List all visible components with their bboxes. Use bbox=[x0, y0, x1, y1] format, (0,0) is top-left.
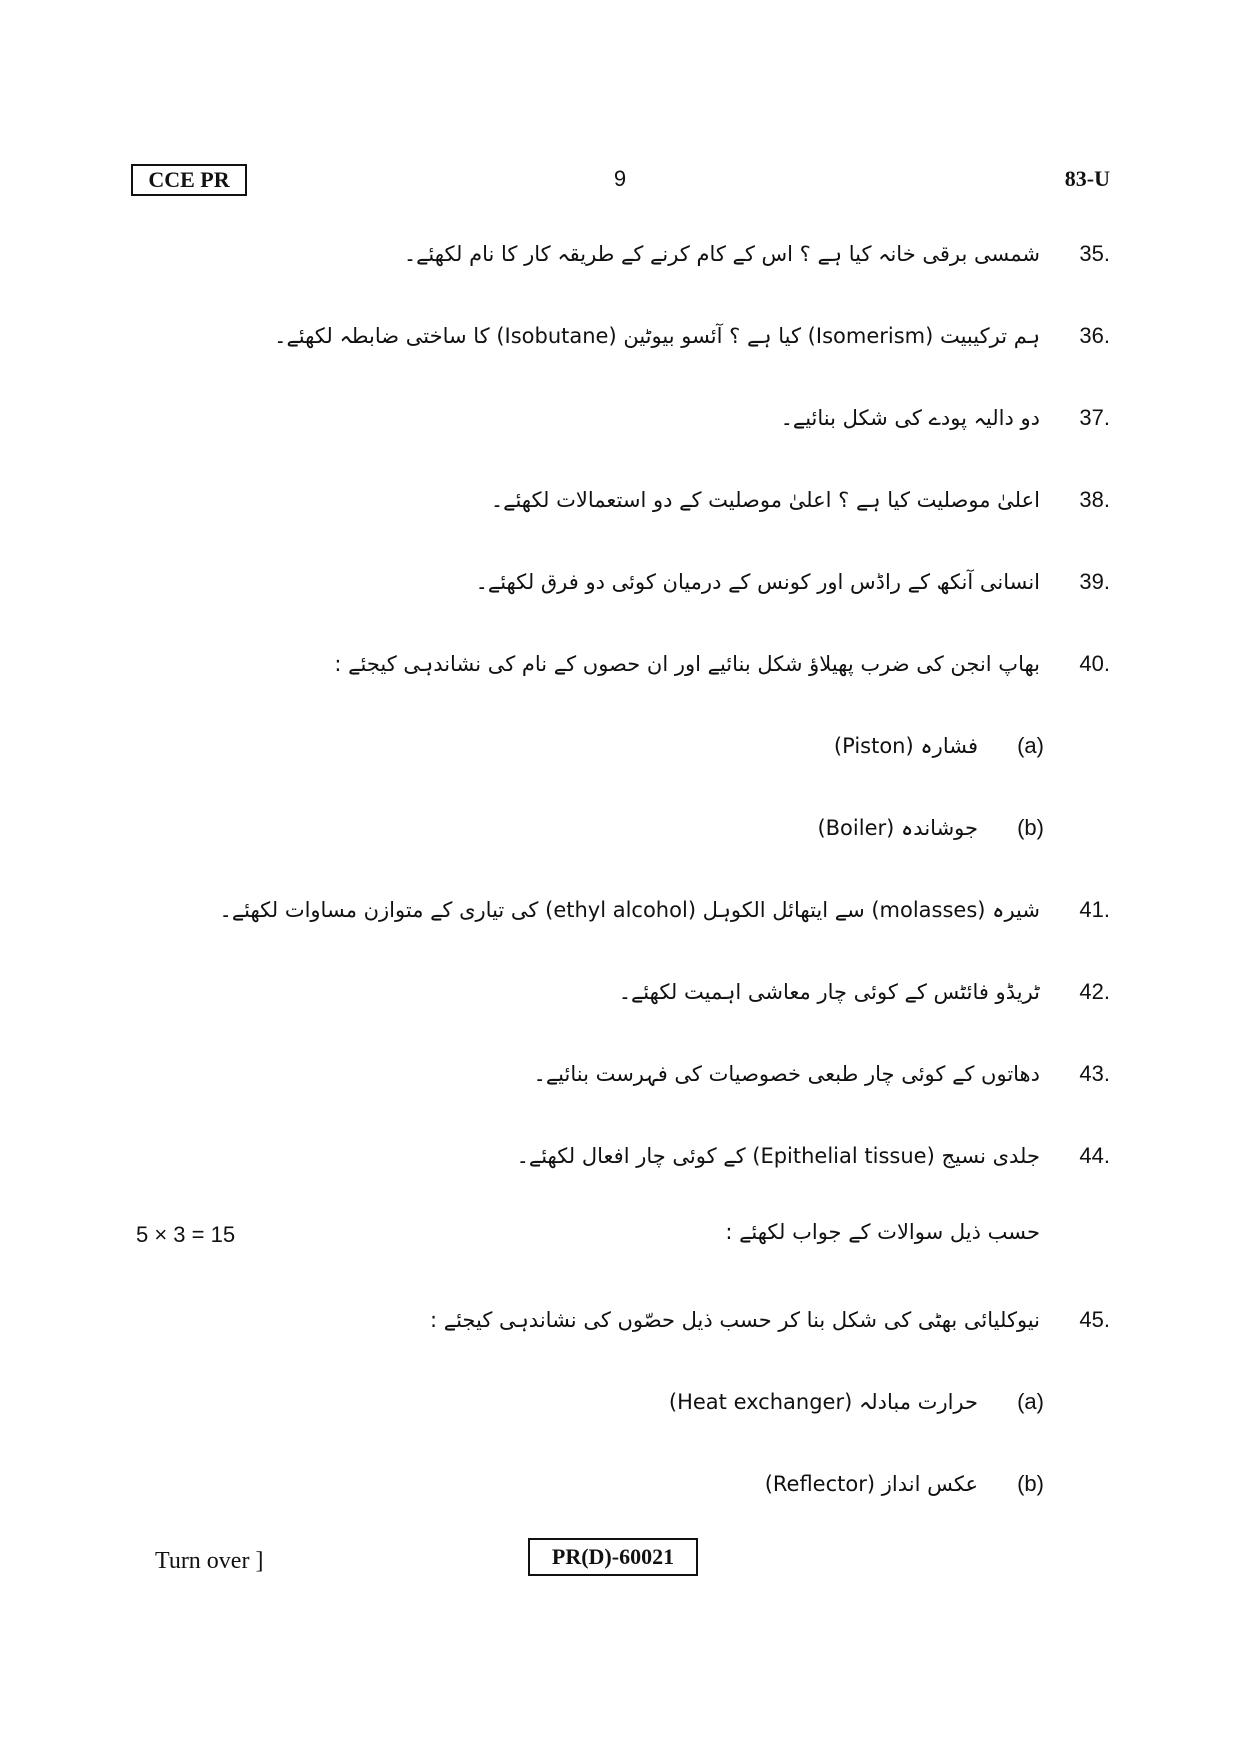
turn-over-note: Turn over ] bbox=[155, 1548, 264, 1574]
question-number: 39. bbox=[1079, 569, 1110, 594]
question-35 bbox=[404, 234, 1110, 274]
question-number: 37. bbox=[1079, 405, 1110, 430]
question-37 bbox=[781, 398, 1110, 438]
question-text: شیرہ (molasses) سے ایتھائل الکوہل (ethyl alcohol) کی تیاری کے متوازن مساوات لکھئے۔ bbox=[219, 898, 1040, 922]
question-number: 38. bbox=[1079, 487, 1110, 512]
section-instruction: حسب ذیل سوالات کے جواب لکھئے : bbox=[725, 1220, 1040, 1244]
question-39 bbox=[476, 562, 1110, 602]
question-text: نیوکلیائی بھٹی کی شکل بنا کر حسب ذیل حصّوں کی نشاندہی کیجئے : bbox=[430, 1308, 1040, 1332]
question-number: 36. bbox=[1079, 323, 1110, 348]
question-text: بھاپ انجن کی ضرب پھیلاؤ شکل بنائیے اور ان حصوں کے نام کی نشاندہی کیجئے : bbox=[334, 652, 1040, 676]
q45-part-b bbox=[765, 1464, 1044, 1504]
question-45 bbox=[430, 1300, 1110, 1340]
part-label: (a) bbox=[1017, 733, 1044, 758]
part-text: جوشاندہ (Boiler) bbox=[817, 816, 978, 840]
question-43 bbox=[534, 1054, 1110, 1094]
part-label: (b) bbox=[1017, 815, 1044, 840]
q45-part-a bbox=[669, 1382, 1044, 1422]
question-44 bbox=[517, 1136, 1110, 1176]
page-number: 9 bbox=[613, 166, 627, 191]
question-number: 40. bbox=[1079, 651, 1110, 676]
footer-code-box: PR(D)-60021 bbox=[528, 1538, 698, 1576]
question-42 bbox=[619, 972, 1110, 1012]
question-number: 41. bbox=[1079, 897, 1110, 922]
exam-code-box: CCE PR bbox=[131, 164, 247, 196]
paper-code: 83-U bbox=[1064, 166, 1110, 191]
q40-part-b bbox=[817, 808, 1044, 848]
question-41 bbox=[220, 890, 1110, 930]
part-text: حرارت مبادلہ (Heat exchanger) bbox=[668, 1390, 978, 1414]
question-38 bbox=[491, 480, 1110, 520]
question-text: دو دالیہ پودے کی شکل بنائیے۔ bbox=[780, 406, 1040, 430]
part-label: (b) bbox=[1017, 1471, 1044, 1496]
question-text: دھاتوں کے کوئی چار طبعی خصوصیات کی فہرست بنائیے۔ bbox=[533, 1062, 1040, 1086]
question-number: 44. bbox=[1079, 1143, 1110, 1168]
question-40 bbox=[334, 644, 1110, 684]
section-marks: 5 × 3 = 15 bbox=[136, 1222, 236, 1247]
part-label: (a) bbox=[1017, 1389, 1044, 1414]
question-text: ٹریڈو فائٹس کے کوئی چار معاشی اہمیت لکھئے۔ bbox=[618, 980, 1040, 1004]
question-text: ہم ترکیبیت (Isomerism) کیا ہے ؟ آئسو بیوٹین (Isobutane) کا ساختی ضابطہ لکھئے۔ bbox=[274, 324, 1040, 348]
question-text: جلدی نسیج (Epithelial tissue) کے کوئی چار افعال لکھئے۔ bbox=[516, 1144, 1040, 1168]
question-text: اعلیٰ موصلیت کیا ہے ؟ اعلیٰ موصلیت کے دو استعمالات لکھئے۔ bbox=[490, 488, 1040, 512]
question-number: 43. bbox=[1079, 1061, 1110, 1086]
part-text: فشارہ (Piston) bbox=[833, 734, 978, 758]
question-number: 35. bbox=[1079, 241, 1110, 266]
question-36 bbox=[274, 316, 1110, 356]
question-text: انسانی آنکھ کے راڈس اور کونس کے درمیان کوئی دو فرق لکھئے۔ bbox=[475, 570, 1040, 594]
question-number: 42. bbox=[1079, 979, 1110, 1004]
part-text: عکس انداز (Reflector) bbox=[764, 1472, 978, 1496]
q40-part-a bbox=[834, 726, 1044, 766]
question-number: 45. bbox=[1079, 1307, 1110, 1332]
question-text: شمسی برقی خانہ کیا ہے ؟ اس کے کام کرنے کے طریقہ کار کا نام لکھئے۔ bbox=[403, 242, 1040, 266]
